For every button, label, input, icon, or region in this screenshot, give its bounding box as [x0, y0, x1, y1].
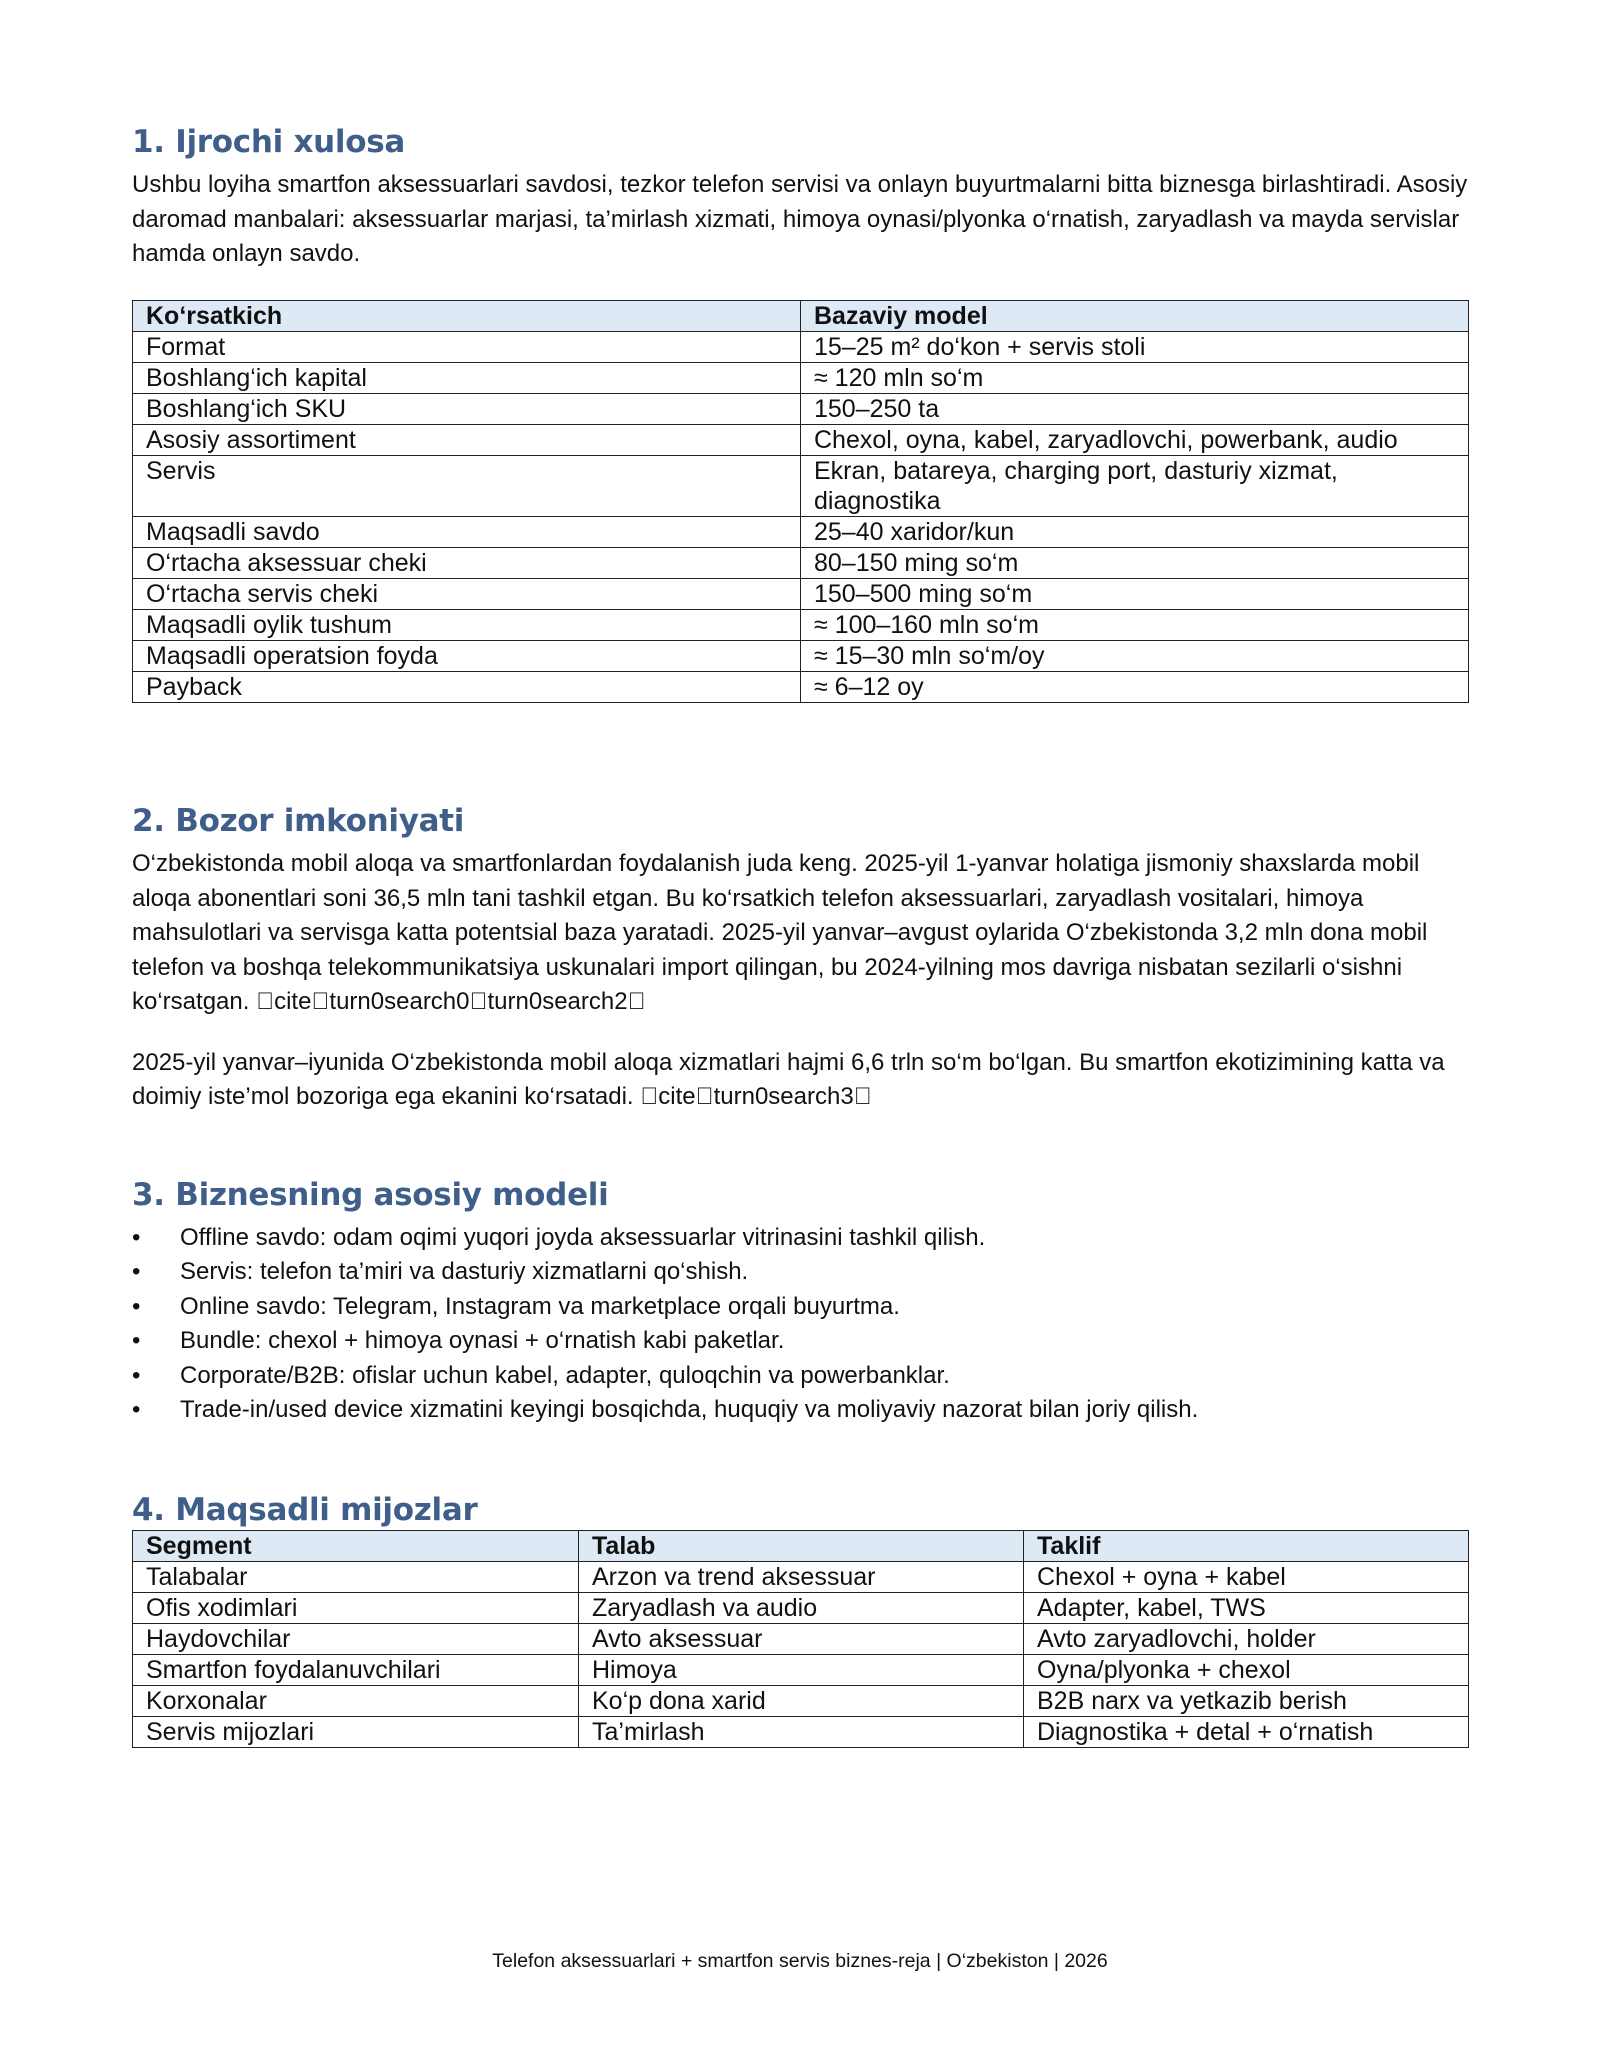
summary-table: [132, 300, 1469, 703]
list-item: [132, 1255, 1468, 1290]
table-row: [133, 362, 1469, 393]
table-cell: Maqsadli oylik tushum: [133, 609, 801, 640]
document-page: [132, 122, 1468, 1748]
table-cell: Korxonalar: [133, 1686, 579, 1717]
bullet-icon: •: [132, 1292, 141, 1320]
business-model-list: [132, 1221, 1468, 1428]
table-row: [133, 1624, 1469, 1655]
table-header-cell: Bazaviy model: [801, 300, 1469, 331]
table-row: [133, 547, 1469, 578]
section-2-paragraph-1: O‘zbekistonda mobil aloqa va smartfonlardan foydalanish juda keng. 2025-yil 1-yanvar holatiga jismoniy shaxslarda mobil aloqa abonentlari soni 36,5 mln tani tashkil etgan. Bu ko‘rsatkich telefon aksessuarlari, zaryadlash vositalari, himoya mahsulotlari va servisga katta potentsial baza yaratadi. 2025-yil yanvar–avgust oylarida O‘zbekistonda 3,2 mln dona mobil telefon va boshqa telekommunikatsiya uskunalari import qilingan, bu 2024-yilning mos davriga nisbatan sezilarli o‘sishni ko‘rsatgan. cite turn0search0 turn0search2: [132, 850, 1428, 1016]
table-cell: B2B narx va yetkazib berish: [1024, 1686, 1469, 1717]
list-item-text: Online savdo: Telegram, Instagram va marketplace orqali buyurtma.: [180, 1292, 900, 1320]
table-row: [133, 609, 1469, 640]
table-cell: 80–150 ming so‘m: [801, 547, 1469, 578]
table-cell: Ta’mirlash: [579, 1717, 1024, 1748]
table-row: [133, 1593, 1469, 1624]
table-cell: Boshlang‘ich SKU: [133, 393, 801, 424]
list-item-text: Offline savdo: odam oqimi yuqori joyda aksessuarlar vitrinasini tashkil qilish.: [180, 1223, 986, 1251]
table-cell: Haydovchilar: [133, 1624, 579, 1655]
list-item: [132, 1359, 1468, 1394]
bullet-icon: •: [132, 1258, 141, 1286]
table-cell: Smartfon foydalanuvchilari: [133, 1655, 579, 1686]
table-cell: Format: [133, 331, 801, 362]
table-row: [133, 578, 1469, 609]
table-row: [133, 1655, 1469, 1686]
table-row: [133, 671, 1469, 702]
table-row: [133, 393, 1469, 424]
page-footer: Telefon aksessuarlari + smartfon servis biznes-reja | O‘zbekiston | 2026: [492, 1950, 1108, 1972]
section-1-heading: 1. Ijrochi xulosa: [132, 124, 406, 160]
table-row: [133, 455, 1469, 516]
section-3-heading: 3. Biznesning asosiy modeli: [132, 1176, 609, 1213]
table-cell: Oyna/plyonka + chexol: [1024, 1655, 1469, 1686]
table-row: [133, 1686, 1469, 1717]
table-cell: Arzon va trend aksessuar: [579, 1562, 1024, 1593]
table-header-row: [133, 1531, 1469, 1562]
bullet-icon: •: [132, 1361, 141, 1389]
table-cell: Chexol + oyna + kabel: [1024, 1562, 1469, 1593]
table-row: [133, 331, 1469, 362]
table-header-row: [133, 300, 1469, 331]
bullet-icon: •: [132, 1396, 141, 1424]
table-cell: Ko‘p dona xarid: [579, 1686, 1024, 1717]
section-4-heading: 4. Maqsadli mijozlar: [132, 1491, 478, 1528]
table-cell: Avto zaryadlovchi, holder: [1024, 1624, 1469, 1655]
table-cell: 25–40 xaridor/kun: [801, 516, 1469, 547]
table-header-cell: Taklif: [1024, 1531, 1469, 1562]
bullet-icon: •: [132, 1327, 141, 1355]
section-2-paragraph-2: 2025-yil yanvar–iyunida O‘zbekistonda mobil aloqa xizmatlari hajmi 6,6 trln so‘m bo‘lgan. Bu smartfon ekotizimining katta va doimiy iste’mol bozoriga ega ekanini ko‘rsatadi. cite turn0search3: [132, 1048, 1445, 1111]
list-item: [132, 1324, 1468, 1359]
list-item: [132, 1393, 1468, 1428]
table-cell: Himoya: [579, 1655, 1024, 1686]
table-cell: O‘rtacha aksessuar cheki: [133, 547, 801, 578]
list-item-text: Bundle: chexol + himoya oynasi + o‘rnatish kabi paketlar.: [180, 1327, 785, 1355]
table-row: [133, 1717, 1469, 1748]
table-cell: Payback: [133, 671, 801, 702]
table-row: [133, 424, 1469, 455]
table-header-cell: Talab: [579, 1531, 1024, 1562]
table-cell: Avto aksessuar: [579, 1624, 1024, 1655]
table-header-cell: Ko‘rsatkich: [133, 300, 801, 331]
list-item-text: Trade-in/used device xizmatini keyingi bosqichda, huquqiy va moliyaviy nazorat bilan joriy qilish.: [180, 1396, 1199, 1424]
table-cell: Talabalar: [133, 1562, 579, 1593]
table-cell: Servis: [133, 455, 801, 516]
table-cell: 150–500 ming so‘m: [801, 578, 1469, 609]
table-cell: Chexol, oyna, kabel, zaryadlovchi, powerbank, audio: [801, 424, 1469, 455]
table-cell: Ofis xodimlari: [133, 1593, 579, 1624]
table-cell: Asosiy assortiment: [133, 424, 801, 455]
table-cell: Maqsadli savdo: [133, 516, 801, 547]
table-cell: ≈ 120 mln so‘m: [801, 362, 1469, 393]
list-item-text: Servis: telefon ta’miri va dasturiy xizmatlarni qo‘shish.: [180, 1258, 749, 1286]
table-cell: Adapter, kabel, TWS: [1024, 1593, 1469, 1624]
table-cell: ≈ 6–12 oy: [801, 671, 1469, 702]
table-cell: O‘rtacha servis cheki: [133, 578, 801, 609]
table-cell: Servis mijozlari: [133, 1717, 579, 1748]
section-1-paragraph: Ushbu loyiha smartfon aksessuarlari savdosi, tezkor telefon servisi va onlayn buyurtmalarni bitta biznesga birlashtiradi. Asosiy daromad manbalari: aksessuarlar marjasi, ta’mirlash xizmati, himoya oynasi/plyonka o‘rnatish, zaryadlash va mayda servislar hamda onlayn savdo.: [132, 171, 1468, 268]
list-item: [132, 1290, 1468, 1325]
table-row: [133, 516, 1469, 547]
table-cell: 15–25 m² do‘kon + servis stoli: [801, 331, 1469, 362]
table-cell: 150–250 ta: [801, 393, 1469, 424]
list-item-text: Corporate/B2B: ofislar uchun kabel, adapter, quloqchin va powerbanklar.: [180, 1361, 950, 1389]
table-cell: Zaryadlash va audio: [579, 1593, 1024, 1624]
table-cell: Maqsadli operatsion foyda: [133, 640, 801, 671]
table-cell: ≈ 100–160 mln so‘m: [801, 609, 1469, 640]
table-header-cell: Segment: [133, 1531, 579, 1562]
table-cell: ≈ 15–30 mln so‘m/oy: [801, 640, 1469, 671]
target-customers-table: [132, 1530, 1469, 1748]
list-item: [132, 1221, 1468, 1256]
table-cell: Boshlang‘ich kapital: [133, 362, 801, 393]
table-cell: Diagnostika + detal + o‘rnatish: [1024, 1717, 1469, 1748]
bullet-icon: •: [132, 1223, 141, 1251]
table-row: [133, 640, 1469, 671]
table-row: [133, 1562, 1469, 1593]
table-cell: Ekran, batareya, charging port, dasturiy xizmat, diagnostika: [801, 455, 1469, 516]
section-2-heading: 2. Bozor imkoniyati: [132, 802, 465, 839]
